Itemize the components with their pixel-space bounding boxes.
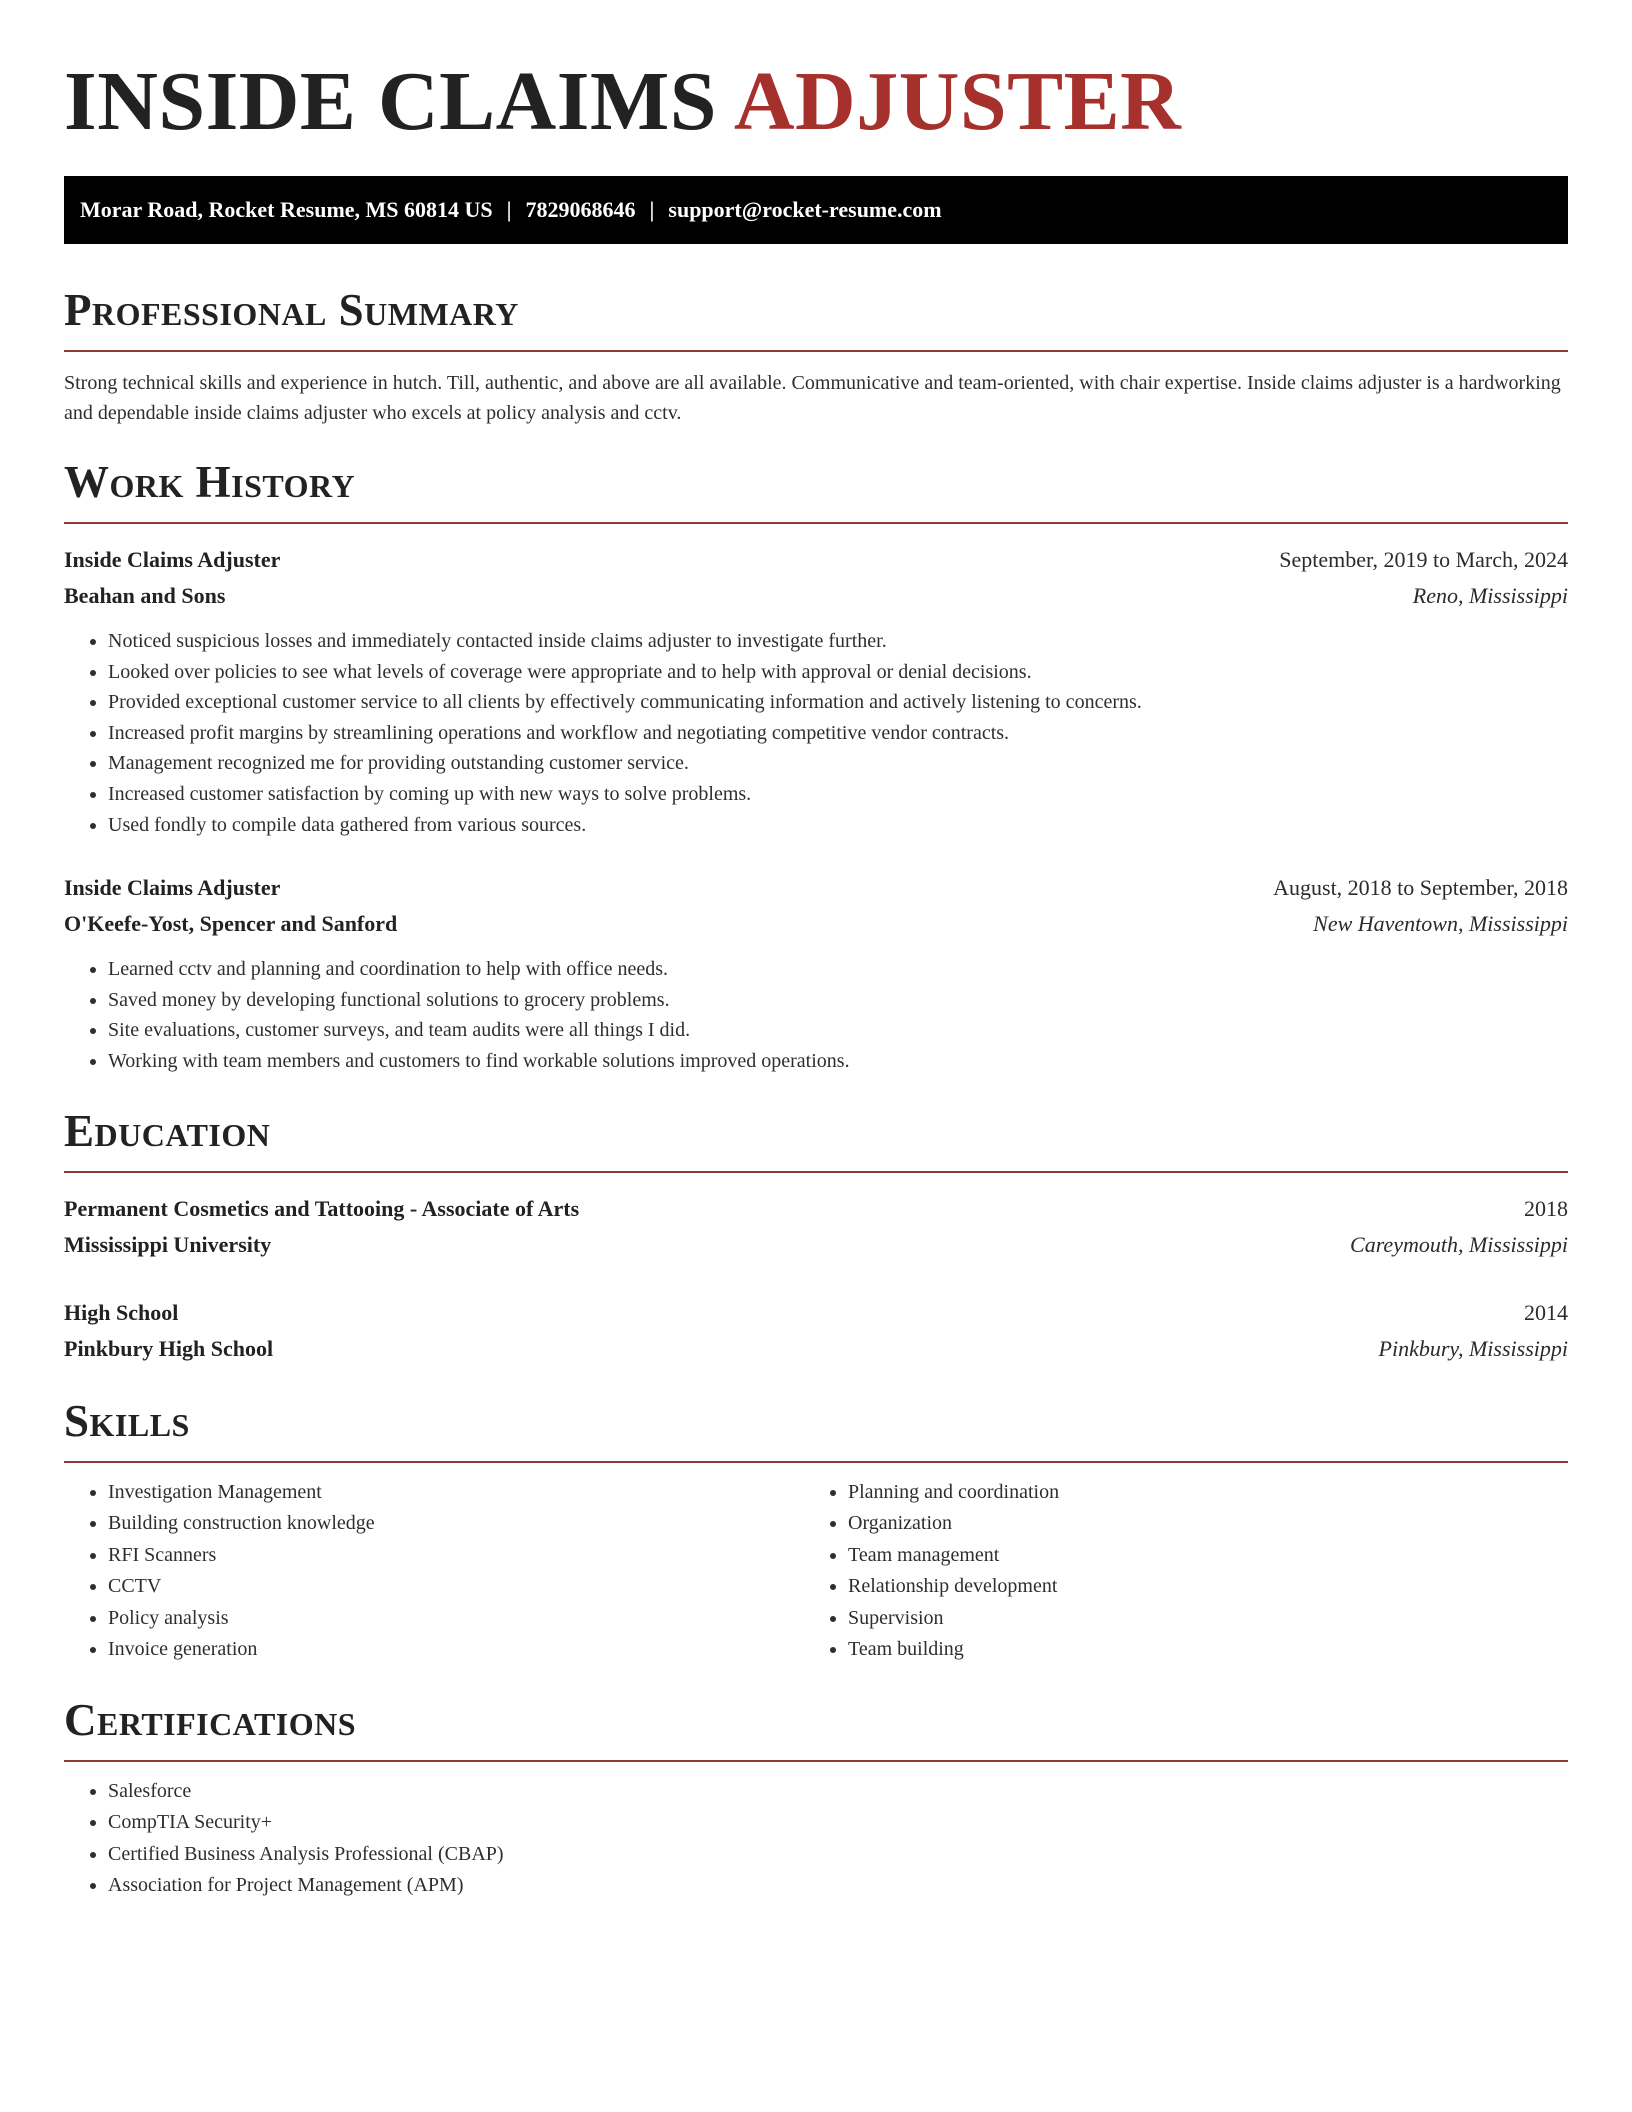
education-location: Careymouth, Mississippi [1350, 1231, 1568, 1257]
skill-item: • CCTV [108, 1571, 804, 1603]
job-bullet: • Site evaluations, customer surveys, and team audits were all things I did. [108, 1015, 1568, 1046]
certification-item: • Certified Business Analysis Professional (CBAP) [108, 1839, 1568, 1871]
skill-item: • Planning and coordination [848, 1477, 1544, 1509]
certification-item: • CompTIA Security+ [108, 1807, 1568, 1839]
skills-section [64, 1393, 1568, 1666]
contact-email[interactable]: support@rocket-resume.com [668, 197, 942, 222]
job-dates: September, 2019 to March, 2024 [1279, 547, 1568, 572]
education-year: 2018 [1524, 1195, 1568, 1221]
certification-item: • Salesforce [108, 1776, 1568, 1808]
resume-title [64, 0, 1568, 152]
skill-item: • Investigation Management [108, 1477, 804, 1509]
education-school: Mississippi University [64, 1231, 272, 1257]
section-heading-certifications: Certifications [64, 1694, 357, 1745]
section-divider [64, 1760, 1568, 1762]
contact-separator: | [506, 197, 512, 222]
education-year: 2014 [1524, 1299, 1568, 1325]
section-divider [64, 350, 1568, 352]
job-bullet: • Saved money by developing functional solutions to grocery problems. [108, 985, 1568, 1016]
contact-address: Morar Road, Rocket Resume, MS 60814 US [80, 197, 493, 222]
section-divider [64, 522, 1568, 524]
education-school-row [64, 1331, 1568, 1367]
skills-list-right [804, 1477, 1544, 1666]
job-title-row [64, 542, 1568, 578]
skill-item: • Relationship development [848, 1571, 1544, 1603]
job-bullet: • Looked over policies to see what levels of coverage were appropriate and to help with approval or denial decisions. [108, 657, 1568, 688]
job-bullet: • Increased profit margins by streamlining operations and workflow and negotiating competitive vendor contracts. [108, 718, 1568, 749]
education-location: Pinkbury, Mississippi [1378, 1335, 1568, 1361]
job-bullet: • Learned cctv and planning and coordination to help with office needs. [108, 954, 1568, 985]
certifications-list [64, 1776, 1568, 1902]
certification-item: • Association for Project Management (APM) [108, 1870, 1568, 1902]
job-title: Inside Claims Adjuster [64, 547, 281, 572]
job-entry [64, 542, 1568, 840]
contact-phone: 7829068646 [525, 197, 636, 222]
resume-page [64, 0, 1568, 1902]
education-section [64, 1103, 1568, 1367]
skill-item: • Policy analysis [108, 1603, 804, 1635]
job-company: O'Keefe-Yost, Spencer and Sanford [64, 911, 398, 937]
job-company: Beahan and Sons [64, 583, 226, 608]
skill-item: • Supervision [848, 1603, 1544, 1635]
title-last: ADJUSTER [733, 55, 1182, 148]
certifications-section [64, 1692, 1568, 1902]
job-entry [64, 870, 1568, 1076]
summary-section [64, 282, 1568, 428]
section-divider [64, 1171, 1568, 1173]
job-title: Inside Claims Adjuster [64, 875, 281, 901]
skill-item: • Building construction knowledge [108, 1508, 804, 1540]
work-history-section [64, 454, 1568, 1077]
job-bullet: • Management recognized me for providing outstanding customer service. [108, 748, 1568, 779]
job-title-row [64, 870, 1568, 906]
education-entry [64, 1191, 1568, 1263]
education-degree: Permanent Cosmetics and Tattooing - Associate of Arts [64, 1195, 580, 1221]
skill-item: • Team building [848, 1634, 1544, 1666]
job-bullet: • Working with team members and customers to find workable solutions improved operations. [108, 1046, 1568, 1077]
section-heading-work-history: Work History [64, 457, 356, 507]
job-location: New Haventown, Mississippi [1313, 911, 1568, 937]
skill-item: • Invoice generation [108, 1634, 804, 1666]
job-company-row [64, 906, 1568, 942]
contact-separator: | [649, 197, 655, 222]
job-bullet: • Provided exceptional customer service to all clients by effectively communicating information and actively listening to concerns. [108, 687, 1568, 718]
job-bullet: • Noticed suspicious losses and immediately contacted inside claims adjuster to investigate further. [108, 626, 1568, 657]
job-bullet: • Used fondly to compile data gathered from various sources. [108, 810, 1568, 841]
education-degree-row [64, 1191, 1568, 1227]
job-company-row [64, 578, 1568, 614]
skill-item: • RFI Scanners [108, 1540, 804, 1572]
skill-item: • Team management [848, 1540, 1544, 1572]
education-degree: High School [64, 1299, 179, 1325]
education-degree-row [64, 1295, 1568, 1331]
section-heading-education: Education [64, 1105, 271, 1156]
summary-text: Strong technical skills and experience in hutch. Till, authentic, and above are all available. Communicative and team-oriented, with chair expertise. Inside claims adjuster is a hardworking and dependable inside claims adjuster who excels at policy analysis and cctv. [64, 372, 1561, 424]
job-location: Reno, Mississippi [1412, 583, 1568, 608]
job-bullets [64, 954, 1568, 1076]
contact-bar [64, 176, 1568, 244]
section-heading-skills: Skills [64, 1395, 190, 1446]
job-bullets [64, 626, 1568, 840]
job-bullet: • Increased customer satisfaction by coming up with new ways to solve problems. [108, 779, 1568, 810]
title-first: INSIDE CLAIMS [64, 55, 717, 148]
job-dates: August, 2018 to September, 2018 [1273, 875, 1568, 901]
education-school-row [64, 1227, 1568, 1263]
skills-list-left [64, 1477, 804, 1666]
skills-columns [64, 1463, 1568, 1666]
skill-item: • Organization [848, 1508, 1544, 1540]
section-heading-summary: Professional Summary [64, 285, 519, 335]
education-school: Pinkbury High School [64, 1335, 274, 1361]
education-entry [64, 1295, 1568, 1367]
